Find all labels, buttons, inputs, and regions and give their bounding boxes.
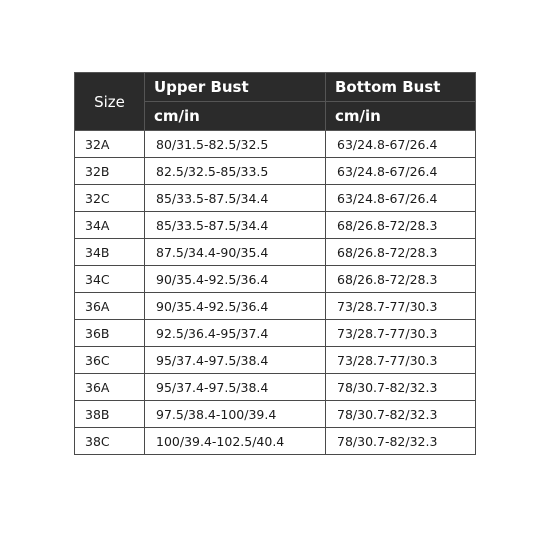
header-row-titles <box>75 73 476 102</box>
size-cell: 36C <box>75 347 145 374</box>
size-cell: 38B <box>75 401 145 428</box>
bottom-bust-cell: 68/26.8-72/28.3 <box>326 266 476 293</box>
size-cell: 32A <box>75 131 145 158</box>
bottom-bust-cell: 78/30.7-82/32.3 <box>326 401 476 428</box>
size-chart-table <box>74 72 476 455</box>
table-row <box>75 185 476 212</box>
upper-bust-cell: 92.5/36.4-95/37.4 <box>145 320 326 347</box>
bottom-bust-cell: 73/28.7-77/30.3 <box>326 320 476 347</box>
upper-bust-cell: 100/39.4-102.5/40.4 <box>145 428 326 455</box>
table-row <box>75 266 476 293</box>
bottom-bust-cell: 73/28.7-77/30.3 <box>326 293 476 320</box>
upper-bust-cell: 82.5/32.5-85/33.5 <box>145 158 326 185</box>
table-row <box>75 374 476 401</box>
upper-bust-cell: 80/31.5-82.5/32.5 <box>145 131 326 158</box>
table-row <box>75 401 476 428</box>
bottom-bust-cell: 63/24.8-67/26.4 <box>326 131 476 158</box>
bottom-bust-cell: 68/26.8-72/28.3 <box>326 239 476 266</box>
table-row <box>75 131 476 158</box>
bottom-bust-cell: 78/30.7-82/32.3 <box>326 428 476 455</box>
bottom-bust-cell: 63/24.8-67/26.4 <box>326 185 476 212</box>
table-row <box>75 158 476 185</box>
size-cell: 36A <box>75 374 145 401</box>
bottom-bust-unit-header: cm/in <box>326 102 476 131</box>
upper-bust-cell: 90/35.4-92.5/36.4 <box>145 266 326 293</box>
size-cell: 32C <box>75 185 145 212</box>
bottom-bust-column-header: Bottom Bust <box>326 73 476 102</box>
size-cell: 38C <box>75 428 145 455</box>
upper-bust-unit-header: cm/in <box>145 102 326 131</box>
table-row <box>75 239 476 266</box>
bottom-bust-cell: 78/30.7-82/32.3 <box>326 374 476 401</box>
table-row <box>75 293 476 320</box>
table-body <box>75 131 476 455</box>
upper-bust-cell: 87.5/34.4-90/35.4 <box>145 239 326 266</box>
upper-bust-cell: 85/33.5-87.5/34.4 <box>145 185 326 212</box>
table-row <box>75 428 476 455</box>
upper-bust-cell: 97.5/38.4-100/39.4 <box>145 401 326 428</box>
bottom-bust-cell: 68/26.8-72/28.3 <box>326 212 476 239</box>
size-cell: 34C <box>75 266 145 293</box>
size-cell: 32B <box>75 158 145 185</box>
table-row <box>75 347 476 374</box>
table-row <box>75 212 476 239</box>
upper-bust-cell: 90/35.4-92.5/36.4 <box>145 293 326 320</box>
upper-bust-cell: 95/37.4-97.5/38.4 <box>145 347 326 374</box>
table-row <box>75 320 476 347</box>
size-cell: 36A <box>75 293 145 320</box>
bottom-bust-cell: 73/28.7-77/30.3 <box>326 347 476 374</box>
size-cell: 34A <box>75 212 145 239</box>
upper-bust-column-header: Upper Bust <box>145 73 326 102</box>
upper-bust-cell: 95/37.4-97.5/38.4 <box>145 374 326 401</box>
size-cell: 36B <box>75 320 145 347</box>
size-column-header: Size <box>75 73 145 131</box>
upper-bust-cell: 85/33.5-87.5/34.4 <box>145 212 326 239</box>
size-cell: 34B <box>75 239 145 266</box>
bottom-bust-cell: 63/24.8-67/26.4 <box>326 158 476 185</box>
table-header <box>75 73 476 131</box>
